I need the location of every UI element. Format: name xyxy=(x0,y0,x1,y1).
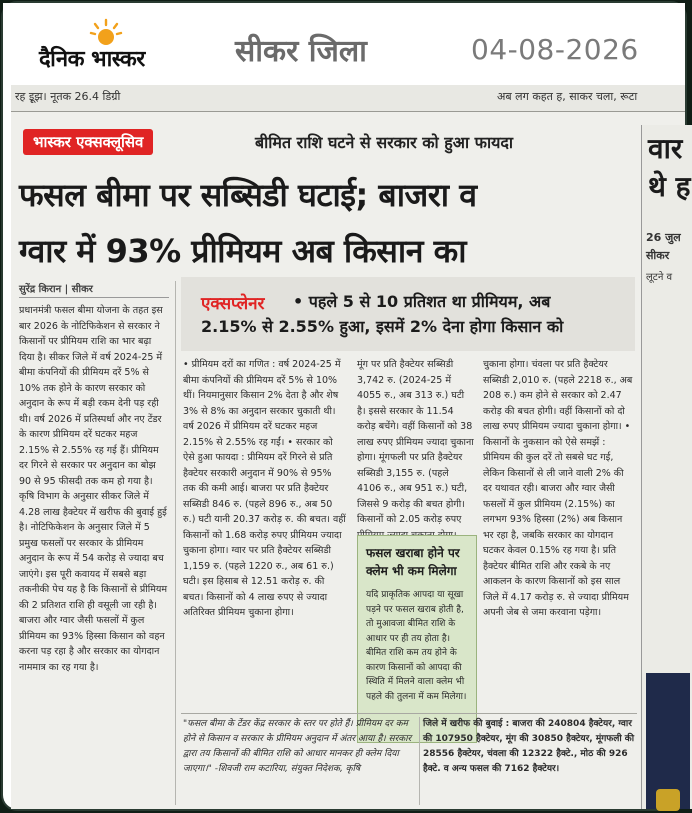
article-column-1: प्रधानमंत्री फसल बीमा योजना के तहत इस बार 2026 के नोटिफिकेशन से सरकार ने किसानों पर प्रीमियम राशि का भार बढ़ा दिया है। सीकर जिले में वर्ष 2024-25 में बीमा कंपनियों की प्रीमियम दरें 5% से 10% तक होने के कारण सरकार को अनुदान के रूप में बड़ी रकम देनी पड़ रही थी। वर्ष 2026 में प्रतिस्पर्धा और नए टेंडर के कारण प्रीमियम दरें घटकर महज 2.15% से 2.55% रह गई हैं। प्रीमियम दर गिरने से सरकार पर अनुदान का बोझ 90 से 95 फीसदी तक कम हो गया है। कृषि विभाग के अनुसार सीकर जिले में 4.28 लाख हैक्टेयर में खरीफ की बुवाई हुई है। नोटिफिकेशन के अनुसार जिले में 5 प्रमुख फसलों पर सरकार के प्रीमियम अनुदान के रूप में 54 करोड़ से ज्यादा बच जाएंगे। इस पूरी कवायद में सबसे बड़ा तकनीकी पेच यह है कि किसानों से प्रीमियम की 2 प्रतिशत राशि ही वसूली जा रही है। बाजरा और ग्वार जैसी फसलों में कुल प्रीमियम का 93% हिस्सा किसान को वहन करना पड़ रहा है और सरकार का योगदान नाममात्र का रह गया है। xyxy=(19,305,168,673)
byline-divider xyxy=(19,297,169,298)
article-column-4: चुकाना होगा। चंवला पर प्रति हैक्टेयर सब्सिडी 2,010 रु. (पहले 2218 रु., अब 208 रु.) कम होने से सरकार को 2.47 करोड़ की बचत होगी। वहीं किसानों को दो लाख रुपए प्रीमियम ज्यादा चुकाना होगा। • किसानों के नुकसान को ऐसे समझें : प्रीमियम की कुल दरें तो सबसे घट गई, लेकिन किसानों से ली जाने वाली 2% की दर यथावत रही। बाजरा और ग्वार जैसी फसलों में कुल प्रीमियम (2.15%) का लगभग 93% हिस्सा (2%) अब किसान भर रहा है, जबकि सरकार का योगदान घटकर केवल 0.15% रह गया है। प्रति हैक्टेयर बीमित राशि और रकबे के नए आकलन के कारण किसानों को इस साल जिले में 4.17 करोड़ रु. से ज्यादा प्रीमियम अपनी जेब से जमा करवाना पड़ेगा। xyxy=(483,359,633,618)
brand-logo: दैनिक भास्कर xyxy=(39,47,145,72)
explainer-box xyxy=(181,277,635,351)
article-column-2: • प्रीमियम दरों का गणित : वर्ष 2024-25 में बीमा कंपनियों की प्रीमियम दरें 5% से 10% थीं। नियमानुसार किसान 2% देता है और शेष 3% से 8% का अनुदान सरकार चुकाती थी। वर्ष 2026 में प्रीमियम दरें घटकर महज 2.15% से 2.55% रह गईं। • सरकार को ऐसे हुआ फायदा : प्रीमियम दरें गिरने से प्रति हैक्टेयर सरकारी अनुदान में 90% से 95% तक की कमी आई। बाजरा पर प्रति हैक्टेयर सब्सिडी 846 रु. (पहले 896 रु., अब 50 रु.) घटी यानी 20.37 करोड़ रु. की बचत। वहीं किसानों को 1.68 करोड़ रुपए प्रीमियम ज्यादा चुकाना होगा। ग्वार पर प्रति हैक्टेयर सब्सिडी 1,159 रु. (पहले 1220 रु., अब 61 रु.) घटी। इस हिसाब से 12.51 करोड़ रु. की बचत। किसानों को 4 लाख रुपए से ज्यादा अतिरिक्त प्रीमियम चुकाना होगा। xyxy=(183,359,346,618)
column-divider xyxy=(175,281,176,805)
bottom-divider xyxy=(181,713,637,714)
kicker-subhead: बीमित राशि घटने से सरकार को हुआ फायदा xyxy=(255,133,514,152)
adjacent-subline: सीकर xyxy=(646,249,670,262)
top-strip-right-text: अब लग कहत ह, साकर चला, रूटा xyxy=(497,90,638,103)
newspaper-page xyxy=(11,85,691,809)
explainer-line-2: 2.15% से 2.55% हुआ, इसमें 2% देना होगा किसान को xyxy=(201,317,564,336)
adjacent-story-column xyxy=(641,125,692,809)
headline-line-1: फसल बीमा पर सब्सिडी घटाई; बाजरा व xyxy=(19,176,477,214)
byline: सुरेंद्र किरान | सीकर xyxy=(19,284,93,295)
top-strip-left-text: रह इूझ। नूतक 26.4 डिग्री xyxy=(15,90,121,103)
masthead xyxy=(3,3,685,85)
claim-box-text: यदि प्राकृतिक आपदा या सूखा पड़ने पर फसल खराब होती है, तो मुआवजा बीमित राशि के आधार पर ही तय होता है। बीमित राशि कम तय होने के कारण किसानों को आपदा की स्थिति में मिलने वाला क्लेम भी पहले की तुलना में कम मिलेगा। xyxy=(366,590,467,702)
claim-info-box xyxy=(357,535,477,743)
adjacent-headline-line-2: थे ह xyxy=(648,170,691,203)
top-strip xyxy=(11,85,685,112)
explainer-tag: एक्सप्लेनर xyxy=(201,294,265,314)
adjacent-snippet: लूटने व xyxy=(646,272,673,283)
quote-divider xyxy=(419,717,420,805)
adjacent-headline-line-1: वार xyxy=(648,132,683,165)
main-headline xyxy=(19,167,631,279)
edition-title: सीकर जिला xyxy=(235,34,367,69)
crop-sowing-stats: जिले में खरीफ की बुवाई : बाजरा की 240804 हैक्टेयर, ग्वार की 107950 हैक्टेयर, मूंग की 30850 हैक्टेयर, मूंगफली की 28556 हैक्टेयर, चंवला की 12322 हैक्टे., मोठ की 926 हैक्टे. व अन्य फसल की 7162 हैक्टेयर। xyxy=(423,719,635,774)
explainer-line-1: • पहले 5 से 10 प्रतिशत था प्रीमियम, अब xyxy=(293,292,551,311)
screenshot-frame xyxy=(3,3,691,809)
headline-line-2: ग्वार में 93% प्रीमियम अब किसान का xyxy=(19,232,466,270)
edition-date: 04-08-2026 xyxy=(471,33,639,66)
claim-box-title: फसल खराबा होने पर क्लेम भी कम मिलेगा xyxy=(366,546,460,578)
emblem-icon xyxy=(656,789,680,811)
adjacent-dateline: 26 जुल xyxy=(646,231,681,244)
official-quote: "फसल बीमा के टेंडर केंद्र सरकार के स्तर पर होते हैं। प्रीमियम दर कम होने से किसान व सरकार के प्रीमियम अनुदान में अंतर आया है। सरकार द्वारा तय किसानों की बीमित राशि को आधार मानकर ही क्लेम दिया जाएगा।" -शिवजी राम कटारिया, संयुक्त निदेशक, कृषि xyxy=(183,719,412,774)
article-column-3: मूंग पर प्रति हैक्टेयर सब्सिडी 3,742 रु. (2024-25 में 4055 रु., अब 313 रु.) घटी है। इससे सरकार के 11.54 करोड़ बचेंगे। वहीं किसानों को 38 लाख रुपए प्रीमियम ज्यादा चुकाना होगा। मूंगफली पर प्रति हैक्टेयर सब्सिडी 3,155 रु. (पहले 4106 रु., अब 951 रु.) घटी, जिससे 9 करोड़ की बचत होगी। किसानों को 2.05 करोड़ रुपए xyxy=(357,359,474,525)
exclusive-kicker: भास्कर एक्सक्लूसिव xyxy=(23,129,153,155)
